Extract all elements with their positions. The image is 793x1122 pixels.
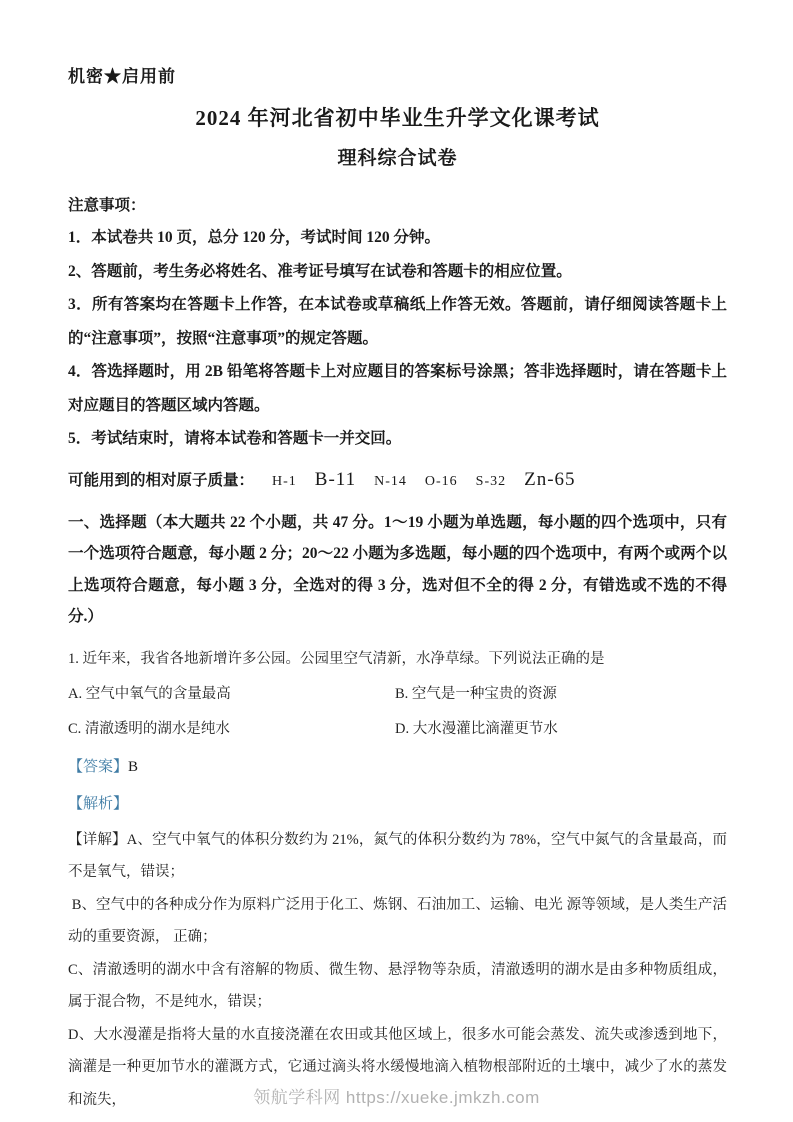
atomic-mass-Zn: Zn-65 [524, 468, 576, 490]
footer-watermark: 领航学科网 https://xueke.jmkzh.com [253, 1088, 540, 1107]
notice-item-5: 5．考试结束时，请将本试卷和答题卡一并交回。 [68, 430, 402, 447]
section-one-heading: 一、选择题（本大题共 22 个小题，共 47 分。1～19 小题为单选题，每小题的四个选项中，只有一个选项符合题意，每小题 2 分；20～22 小题为多选题，每小题的四个选项中，有两个或两个以上选项符合题意，每小题 3 分，全选对的得 3 分，选对但不全的得 2 分，有错选或不选的不得分.） [68, 513, 727, 625]
option-b: B. 空气是一种宝贵的资源 [395, 685, 557, 702]
option-c: C. 清澈透明的湖水是纯水 [68, 720, 230, 737]
detail-paragraph-a [68, 824, 727, 889]
question-1-options-row-1 [68, 683, 727, 705]
answer-line [68, 756, 727, 778]
atomic-mass-N: N-14 [374, 473, 407, 489]
answer-value: B [128, 758, 139, 775]
atomic-mass-B: B-11 [314, 468, 357, 490]
detail-paragraph-c: C、清澈透明的湖水中含有溶解的物质、微生物、悬浮物等杂质，清澈透明的湖水是由多种物质组成，属于混合物，不是纯水，错误； [68, 961, 727, 1010]
analysis-tag: 【解析】 [68, 795, 129, 812]
atomic-mass-S: S-32 [475, 473, 507, 489]
atomic-mass-H: H-1 [272, 473, 297, 489]
detail-paragraph-d: D、大水漫灌是指将大量的水直接浇灌在农田或其他区域上，很多水可能会蒸发、流失或渗透到地下，滴灌是一种更加节水的灌溉方式，它通过滴头将水缓慢地滴入植物根部附近的土壤中，减少了水的蒸发和流失， [68, 1026, 727, 1108]
question-1-stem: 1. 近年来，我省各地新增许多公园。公园里空气清新，水净草绿。下列说法正确的是 [68, 650, 605, 667]
notice-item-2: 2、答题前，考生务必将姓名、准考证号填写在试卷和答题卡的相应位置。 [68, 262, 572, 280]
option-d: D. 大水漫灌比滴灌更节水 [395, 720, 558, 737]
atomic-mass-line [68, 465, 727, 497]
notices-section [68, 191, 727, 456]
detail-text-a: A、空气中氧气的体积分数约为 21%，氮气的体积分数约为 78%，空气中氮气的含量最高，而不是氧气，错误； [68, 831, 727, 880]
option-a: A. 空气中氧气的含量最高 [68, 685, 231, 702]
detail-tag: 【详解】 [68, 831, 127, 848]
notice-item-1: 1．本试卷共 10 页，总分 120 分，考试时间 120 分钟。 [68, 229, 441, 246]
notice-item-3: 3．所有答案均在答题卡上作答，在本试卷或草稿纸上作答无效。答题前，请仔细阅读答题卡上的“注意事项”，按照“注意事项”的规定答题。 [68, 296, 727, 347]
question-1 [68, 648, 727, 1117]
notice-item-4: 4．答选择题时，用 2B 铅笔将答题卡上对应题目的答案标号涂黑；答非选择题时，请在答题卡上对应题目的答题区域内答题。 [68, 363, 727, 414]
confidential-notice: 机密★启用前 [68, 67, 176, 86]
paper-title-line2: 理科综合试卷 [337, 148, 458, 169]
atomic-mass-O: O-16 [424, 473, 458, 489]
analysis-line [68, 793, 727, 815]
paper-title-line1: 2024 年河北省初中毕业生升学文化课考试 [195, 106, 600, 130]
atomic-mass-label: 可能用到的相对原子质量： [68, 471, 255, 489]
answer-tag: 【答案】 [68, 758, 129, 775]
question-1-options-row-2 [68, 718, 727, 740]
notices-heading: 注意事项： [68, 197, 146, 214]
detail-paragraph-b: B、空气中的各种成分作为原料广泛用于化工、炼钢、石油加工、运输、电光 源等领域，是人类生产活动的重要资源， 正确； [68, 896, 727, 945]
